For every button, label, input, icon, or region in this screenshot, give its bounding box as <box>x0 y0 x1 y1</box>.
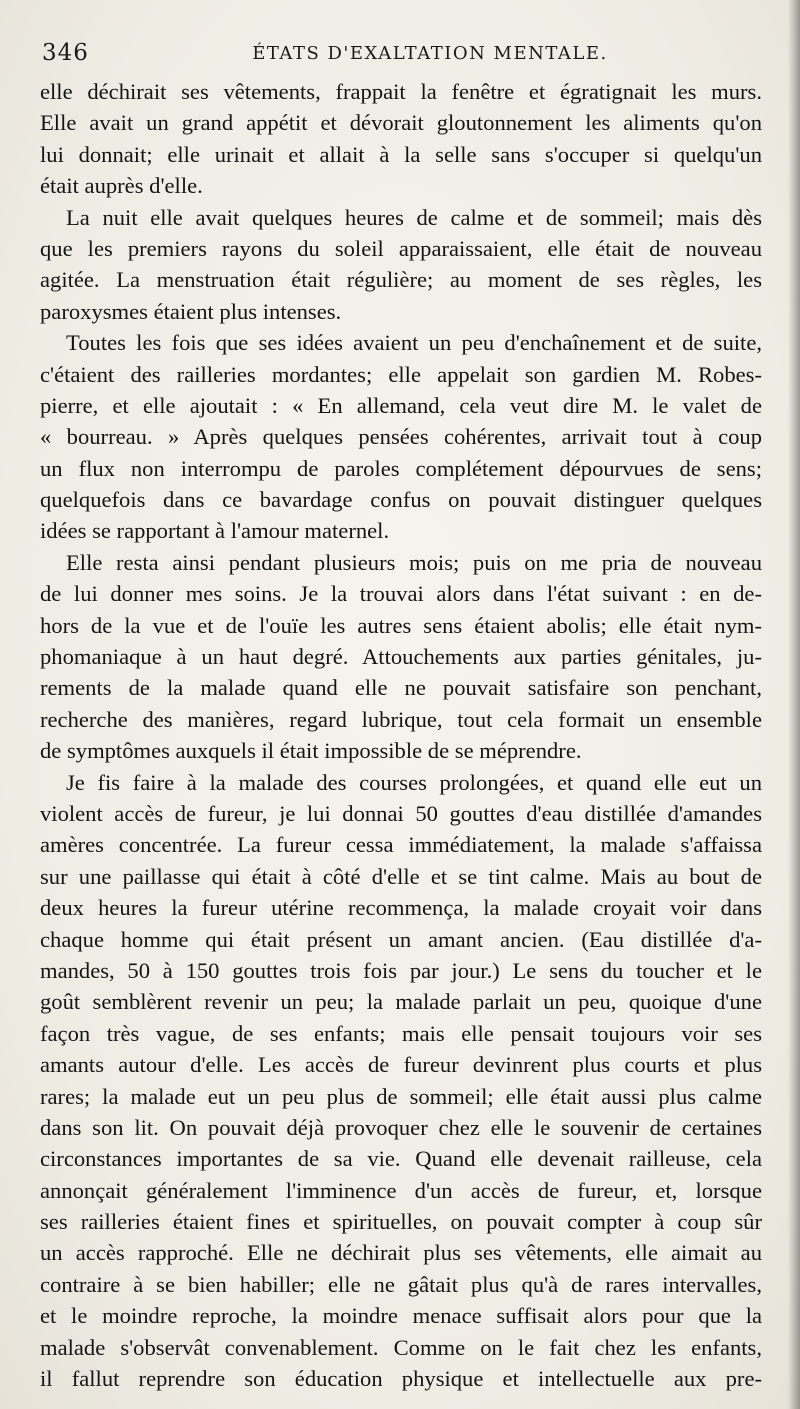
text-line: Elle resta ainsi pendant plusieurs mois; puis on me pria de nouveau <box>66 549 762 575</box>
text-line: était auprès d'elle. <box>40 173 203 199</box>
text-line: amants autour d'elle. Les accès de fureur devinrent plus courts et plus <box>40 1052 762 1078</box>
text-line: lui donnait; elle urinait et allait à la selle sans s'occuper si quelqu'un <box>40 141 762 167</box>
text-line: contraire à se bien habiller; elle ne gâtait plus qu'à de rares intervalles, <box>40 1271 762 1297</box>
text-line: un accès rapproché. Elle ne déchirait plus ses vêtements, elle aimait au <box>40 1240 762 1266</box>
text-line: c'étaient des railleries mordantes; elle appelait son gardien M. Robes- <box>40 361 762 387</box>
text-line: idées se rapportant à l'amour maternel. <box>40 518 390 544</box>
text-line: de lui donner mes soins. Je la trouvai alors dans l'état suivant : en de- <box>40 581 762 607</box>
text-line: violent accès de fureur, je lui donnai 50 gouttes d'eau distillée d'amandes <box>40 800 762 826</box>
text-line: pierre, et elle ajoutait : « En allemand, cela veut dire M. le valet de <box>40 392 762 418</box>
text-line: circonstances importantes de sa vie. Quand elle devenait railleuse, cela <box>40 1146 762 1172</box>
text-line: rares; la malade eut un peu plus de sommeil; elle était aussi plus calme <box>40 1083 762 1109</box>
page-header <box>40 36 760 72</box>
text-line: que les premiers rayons du soleil apparaissaient, elle était de nouveau <box>40 235 762 261</box>
text-line: annonçait généralement l'imminence d'un accès de fureur, et, lorsque <box>40 1177 762 1203</box>
text-line: de symptômes auxquels il était impossible de se méprendre. <box>40 738 582 764</box>
text-line: Elle avait un grand appétit et dévorait gloutonnement les aliments qu'on <box>40 110 762 136</box>
paragraph <box>40 767 762 1395</box>
text-line: un flux non interrompu de paroles complétement dépourvues de sens; <box>40 455 762 481</box>
paragraph <box>40 327 762 547</box>
text-line: il fallut reprendre son éducation physique et intellectuelle aux pre- <box>40 1366 762 1392</box>
text-line: Je fis faire à la malade des courses prolongées, et quand elle eut un <box>66 769 762 795</box>
text-line: phomaniaque à un haut degré. Attouchements aux parties génitales, ju- <box>40 644 762 670</box>
text-line: sur une paillasse qui était à côté d'elle et se tint calme. Mais au bout de <box>40 863 762 889</box>
text-line: deux heures la fureur utérine recommença, la malade croyait voir dans <box>40 895 762 921</box>
text-line: recherche des manières, regard lubrique, tout cela formait un ensemble <box>40 706 762 732</box>
page-gutter-shadow <box>788 0 800 1409</box>
text-line: goût semblèrent revenir un peu; la malade parlait un peu, quoique d'une <box>40 989 762 1015</box>
text-line: chaque homme qui était présent un amant ancien. (Eau distillée d'a- <box>40 926 762 952</box>
text-line: La nuit elle avait quelques heures de calme et de sommeil; mais dès <box>66 204 762 230</box>
text-line: et le moindre reproche, la moindre menace suffisait alors pour que la <box>40 1303 762 1329</box>
text-line: paroxysmes étaient plus intenses. <box>40 298 342 324</box>
text-line: amères concentrée. La fureur cessa immédiatement, la malade s'affaissa <box>40 832 762 858</box>
text-line: dans son lit. On pouvait déjà provoquer chez elle le souvenir de certaines <box>40 1114 762 1140</box>
paragraph <box>40 76 762 202</box>
text-line: façon très vague, de ses enfants; mais elle pensait toujours voir ses <box>40 1020 762 1046</box>
text-line: rements de la malade quand elle ne pouvait satisfaire son penchant, <box>40 675 762 701</box>
text-line: elle déchirait ses vêtements, frappait la fenêtre et égratignait les murs. <box>40 79 762 104</box>
text-line: ses railleries étaient fines et spirituelles, on pouvait compter à coup sûr <box>40 1209 762 1235</box>
text-line: mandes, 50 à 150 gouttes trois fois par jour.) Le sens du toucher et le <box>40 957 762 983</box>
text-line: quelquefois dans ce bavardage confus on pouvait distinguer quelques <box>40 487 762 513</box>
running-title: ÉTATS D'EXALTATION MENTALE. <box>252 43 608 64</box>
text-line: Toutes les fois que ses idées avaient un peu d'enchaînement et de suite, <box>66 330 762 356</box>
paragraph <box>40 202 762 328</box>
page-number: 346 <box>42 40 89 66</box>
body-text <box>40 76 762 1394</box>
text-line: « bourreau. » Après quelques pensées cohérentes, arrivait tout à coup <box>40 424 762 450</box>
text-line: agitée. La menstruation était régulière; au moment de ses règles, les <box>40 267 762 293</box>
text-line: hors de la vue et de l'ouïe les autres sens étaient abolis; elle était nym- <box>40 612 762 638</box>
text-line: malade s'observât convenablement. Comme on le fait chez les enfants, <box>40 1334 762 1360</box>
paragraph <box>40 547 762 767</box>
